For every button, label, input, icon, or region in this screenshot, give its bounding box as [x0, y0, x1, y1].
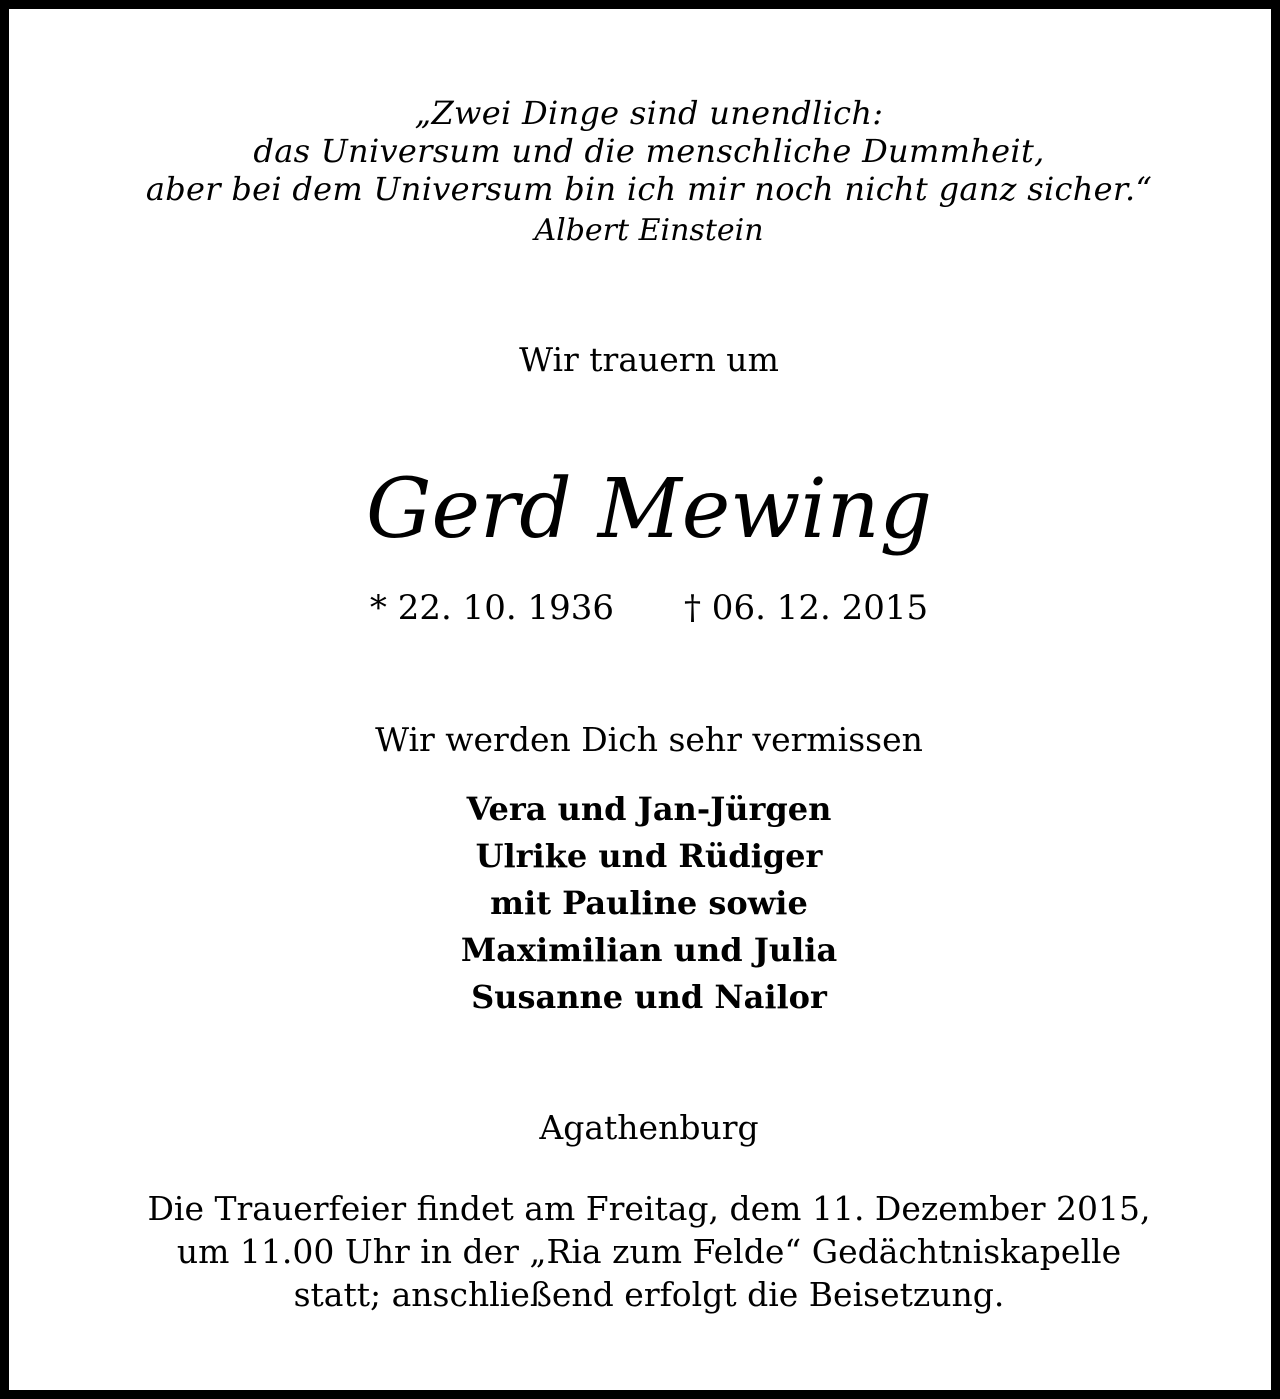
- service-line-2: um 11.00 Uhr in der „Ria zum Felde“ Gedächtniskapelle: [176, 1232, 1122, 1271]
- deceased-name: Gerd Mewing: [366, 462, 932, 557]
- death-date: † 06. 12. 2015: [684, 588, 929, 628]
- farewell-text: Wir werden Dich sehr vermissen: [375, 720, 923, 759]
- family-line-2: Ulrike und Rüdiger: [475, 837, 823, 875]
- intro-text: Wir trauern um: [519, 340, 779, 379]
- service-line-1: Die Trauerfeier findet am Freitag, dem 11. Dezember 2015,: [147, 1189, 1151, 1228]
- quote-author: Albert Einstein: [534, 213, 764, 248]
- family-line-1: Vera und Jan-Jürgen: [466, 790, 832, 828]
- birth-date: * 22. 10. 1936: [369, 588, 614, 628]
- quote-line-2: das Universum und die menschliche Dummheit,: [253, 132, 1045, 170]
- family-line-4: Maximilian und Julia: [460, 931, 838, 969]
- quote-line-1: „Zwei Dinge sind unendlich:: [414, 94, 884, 132]
- family-line-3: mit Pauline sowie: [490, 884, 808, 922]
- quote-line-3: aber bei dem Universum bin ich mir noch nicht ganz sicher.“: [145, 170, 1153, 208]
- service-line-3: statt; anschließend erfolgt die Beisetzung.: [293, 1275, 1005, 1314]
- life-dates: [9, 588, 1280, 628]
- place-text: Agathenburg: [539, 1108, 759, 1147]
- family-line-5: Susanne und Nailor: [471, 978, 827, 1016]
